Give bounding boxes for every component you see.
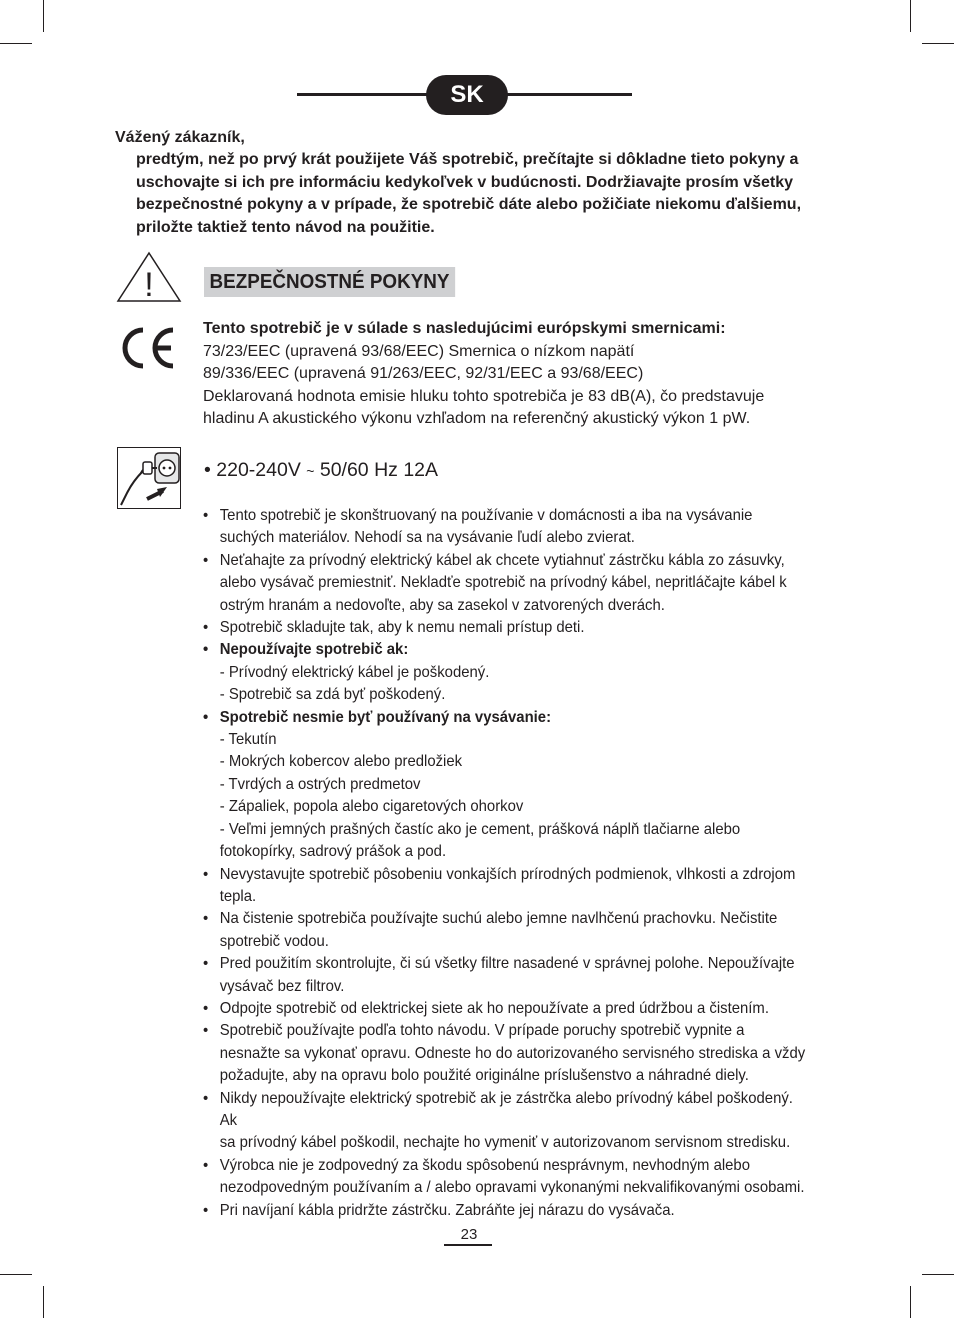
instruction-line: fotokopírky, sadrový prášok a pod. [219, 843, 447, 861]
power-frequency: 50/60 Hz 12A [319, 459, 439, 481]
intro-line: bezpečnostné pokyny a v prípade, že spotrebič dáte alebo požičiate niekomu ďalšiemu, [136, 196, 802, 213]
instruction-item [203, 1200, 808, 1222]
power-rating [204, 457, 438, 484]
instruction-line: suchých materiálov. Nehodí sa na vysávanie ľudí alebo zvierat. [219, 529, 635, 547]
intro-line: uschovajte si ich pre informáciu kedykoľvek v budúcnosti. Dodržiavajte prosím všetky [136, 173, 794, 191]
unplug-socket-icon [117, 447, 182, 510]
compliance-line: 89/336/EEC (upravená 91/263/EEC, 92/31/EEC a 93/68/EEC) [203, 365, 644, 382]
bullet: • [203, 551, 209, 569]
page-number-rule [444, 1244, 492, 1246]
instructions-list [203, 505, 808, 1222]
instruction-item [203, 639, 808, 661]
instruction-line: Spotrebič používajte podľa tohto návodu. V prípade poruchy spotrebič vypnite a [219, 1022, 745, 1040]
crop-mark [43, 0, 44, 32]
instruction-line: nesnažte sa vykonať opravu. Odneste ho do autorizovaného servisného strediska a vždy [219, 1044, 806, 1062]
compliance-line: hladinu A akustického výkonu vzhľadom na referenčný akustický výkon 1 pW. [203, 410, 751, 427]
instruction-line: požadujte, aby na opravu bolo použité originálne príslušenstvo a náhradné diely. [219, 1067, 749, 1085]
instruction-item [203, 1155, 808, 1200]
instruction-item [203, 908, 808, 953]
instruction-item [203, 617, 808, 639]
instruction-line: Pri navíjaní kábla pridržte zástrčku. Zabráňte jej nárazu do vysávača. [219, 1201, 675, 1219]
compliance-heading: Tento spotrebič je v súlade s nasledujúcimi európskymi smernicami: [203, 320, 726, 337]
page-number: 23 [460, 1226, 478, 1243]
crop-mark [0, 43, 32, 44]
instruction-line: - Tvrdých a ostrých predmetov [219, 775, 421, 793]
instruction-line: sa prívodný kábel poškodil, nechajte ho vymeniť v autorizovanom servisnom stredisku. [219, 1134, 791, 1152]
instruction-item [203, 662, 808, 707]
compliance-block [203, 318, 843, 431]
instruction-line: - Veľmi jemných prašných častíc ako je cement, prášková náplň tlačiarne alebo [219, 820, 741, 838]
power-tilde: ~ [306, 463, 315, 479]
power-voltage: 220-240V [216, 459, 301, 481]
bullet: • [203, 507, 209, 524]
intro-line: priložte taktiež tento návod na použitie. [136, 218, 435, 236]
instruction-item [203, 1020, 808, 1087]
instruction-line: Pred použitím skontrolujte, či sú všetky filtre nasadené v správnej polohe. Nepoužívajte [219, 955, 795, 973]
instruction-item [203, 707, 808, 729]
instruction-item [203, 505, 808, 550]
instruction-item [203, 953, 808, 998]
bullet: • [203, 1201, 209, 1219]
instruction-line: Spotrebič nesmie byť používaný na vysávanie: [219, 708, 552, 726]
warning-triangle-icon [116, 251, 182, 303]
crop-mark [0, 1274, 32, 1275]
bullet: • [203, 708, 209, 726]
intro-paragraph [136, 149, 856, 239]
bullet: • [203, 1156, 209, 1174]
bullet: • [203, 865, 209, 883]
intro-line: predtým, než po prvý krát použijete Váš spotrebič, prečítajte si dôkladne tieto pokyny a [136, 151, 799, 168]
instruction-line: Neťahajte za prívodný elektrický kábel ak chcete vytiahnuť zástrčku kábla zo zásuvky, [219, 551, 785, 569]
compliance-line: 73/23/EEC (upravená 93/68/EEC) Smernica o nízkom napätí [203, 342, 635, 360]
instruction-line: Nepoužívajte spotrebič ak: [219, 641, 409, 659]
ce-mark-icon [117, 326, 179, 370]
header-rule-right [502, 93, 632, 96]
bullet: • [203, 955, 209, 973]
instruction-line: Spotrebič skladujte tak, aby k nemu nemali prístup deti. [219, 619, 585, 637]
warning-symbol: ! [144, 266, 154, 303]
instruction-item [203, 1088, 808, 1155]
bullet: • [203, 910, 209, 928]
bullet: • [203, 641, 209, 659]
instruction-line: - Spotrebič sa zdá byť poškodený. [219, 686, 446, 704]
instruction-line: Výrobca nie je zodpovedný za škodu spôsobenú nesprávnym, nevhodným alebo [219, 1156, 750, 1174]
section-title: BEZPEČNOSTNÉ POKYNY [204, 267, 455, 297]
instruction-line: tepla. [219, 887, 257, 905]
crop-mark [922, 43, 954, 44]
crop-mark [910, 1286, 911, 1318]
bullet: • [204, 459, 211, 481]
instruction-line: Nevystavujte spotrebič pôsobeniu vonkajších prírodných podmienok, vlhkosti a zdrojom [219, 865, 796, 883]
bullet: • [203, 1089, 209, 1107]
instruction-item [203, 550, 808, 617]
instruction-line: - Tekutín [219, 731, 277, 749]
language-badge: SK [426, 75, 508, 115]
instruction-line: - Zápaliek, popola alebo cigaretových ohorkov [219, 798, 524, 816]
bullet: • [203, 1022, 209, 1040]
intro-salutation: Vážený zákazník, [115, 129, 245, 146]
bullet: • [203, 619, 209, 637]
instruction-line: Na čistenie spotrebiča používajte suchú alebo jemne navlhčenú prachovku. Nečistite [219, 910, 778, 928]
compliance-line: Deklarovaná hodnota emisie hluku tohto spotrebiča je 83 dB(A), čo predstavuje [203, 387, 765, 405]
instruction-line: - Prívodný elektrický kábel je poškodený. [219, 663, 490, 681]
crop-mark [43, 1286, 44, 1318]
instruction-line: ostrým hranám a nedovoľte, aby sa zasekol v zatvorených dverách. [219, 596, 665, 614]
instruction-line: - Mokrých kobercov alebo predložiek [219, 753, 463, 771]
instruction-line: spotrebič vodou. [219, 932, 329, 950]
crop-mark [922, 1274, 954, 1275]
crop-mark [910, 0, 911, 32]
header-rule-left [297, 93, 432, 96]
instruction-line: alebo vysávač premiestniť. Nekladťe spotrebič na prívodný kábel, nepritláčajte kábel k [219, 574, 787, 592]
bullet: • [203, 999, 209, 1017]
instruction-line: Tento spotrebič je skonštruovaný na používanie v domácnosti a iba na vysávanie [219, 507, 753, 524]
instruction-line: vysávač bez filtrov. [219, 977, 345, 995]
instruction-line: nezodpovedným používaním a / alebo opravami vykonanými nekvalifikovanými osobami. [219, 1179, 805, 1197]
instruction-item [203, 729, 808, 863]
instruction-line: Nikdy nepoužívajte elektrický spotrebič ak je zástrčka alebo prívodný kábel poškodený. Ak [219, 1089, 793, 1129]
instruction-line: Odpojte spotrebič od elektrickej siete ak ho nepoužívate a pred údržbou a čistením. [219, 999, 769, 1017]
instruction-item [203, 998, 808, 1020]
instruction-item [203, 864, 808, 909]
